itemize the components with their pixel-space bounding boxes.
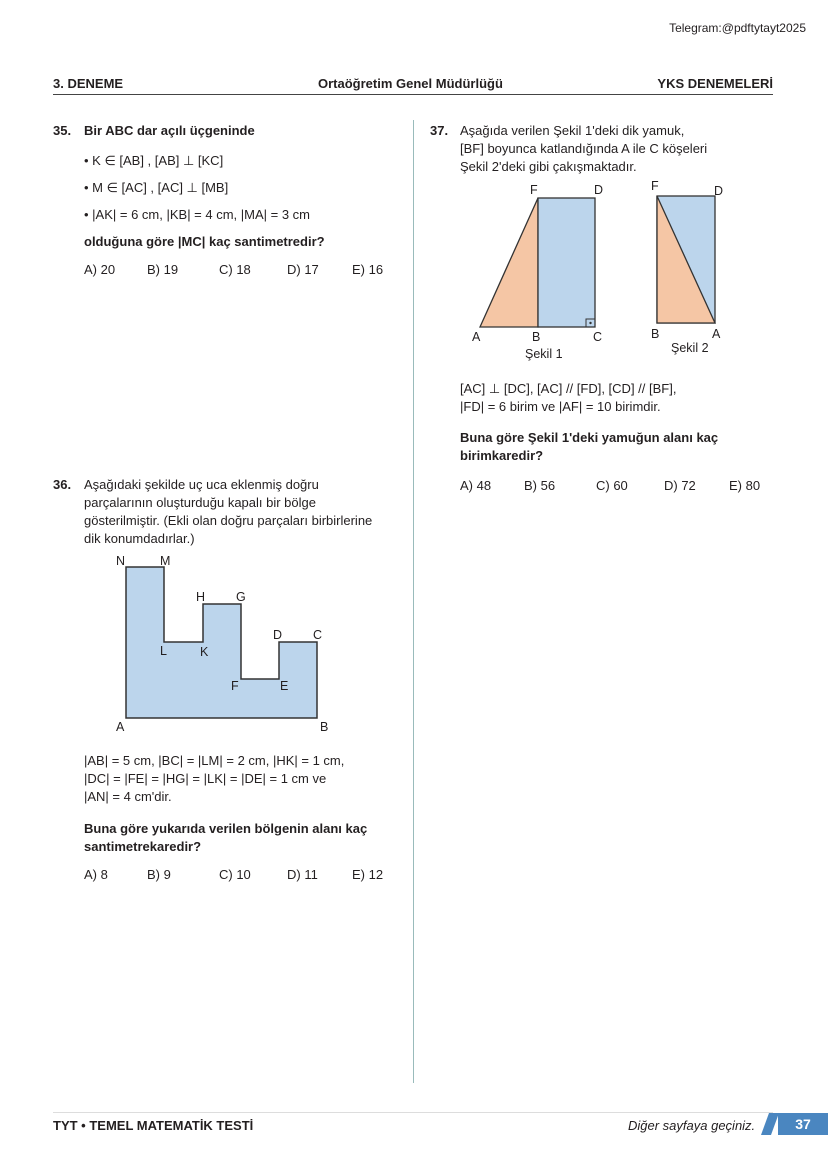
- label-c: C: [593, 330, 603, 344]
- staircase-region: [126, 567, 317, 718]
- option-d[interactable]: D) 11: [287, 867, 318, 882]
- label-a: A: [712, 327, 721, 341]
- stem-line: Aşağıdaki şekilde uç uca eklenmiş doğru: [84, 477, 319, 492]
- stem-line: dik konumdadırlar.): [84, 531, 195, 546]
- stem-line: [BF] boyunca katlandığında A ile C köşeleri: [460, 141, 708, 156]
- option-b[interactable]: B) 56: [524, 478, 556, 493]
- figure-q37-sekil-2: [651, 179, 723, 355]
- question-prompt: Buna göre Şekil 1'deki yamuğun alanı kaç: [460, 430, 719, 445]
- label-n: N: [116, 554, 126, 568]
- question-prompt: santimetrekaredir?: [84, 839, 202, 854]
- given-line: |DC| = |FE| = |HG| = |LK| = |DE| = 1 cm ve: [84, 771, 327, 786]
- option-a[interactable]: A) 20: [84, 262, 116, 277]
- question-prompt: olduğuna göre |MC| kaç santimetredir?: [84, 234, 325, 249]
- condition: • K ∈ [AB] , [AB] ⊥ [KC]: [84, 153, 224, 168]
- telegram-handle: Telegram:@pdftytayt2025: [669, 21, 806, 35]
- option-d[interactable]: D) 72: [664, 478, 696, 493]
- condition: • M ∈ [AC] , [AC] ⊥ [MB]: [84, 180, 229, 195]
- option-d[interactable]: D) 17: [287, 262, 319, 277]
- header-right: YKS DENEMELERİ: [657, 76, 773, 91]
- option-c[interactable]: C) 18: [219, 262, 251, 277]
- option-b[interactable]: B) 19: [147, 262, 179, 277]
- figure-q37-sekil-1: [472, 183, 603, 361]
- label-f: F: [530, 183, 538, 197]
- label-b: B: [532, 330, 541, 344]
- option-b[interactable]: B) 9: [147, 867, 171, 882]
- label-d: D: [594, 183, 604, 197]
- label-m: M: [160, 554, 171, 568]
- footer-test-name: TYT • TEMEL MATEMATİK TESTİ: [53, 1118, 254, 1133]
- given-line: |FD| = 6 birim ve |AF| = 10 birimdir.: [460, 399, 661, 414]
- label-d: D: [273, 628, 283, 642]
- label-a: A: [116, 720, 125, 734]
- option-e[interactable]: E) 80: [729, 478, 761, 493]
- label-e: E: [280, 679, 289, 693]
- option-c[interactable]: C) 60: [596, 478, 628, 493]
- option-e[interactable]: E) 12: [352, 867, 384, 882]
- label-g: G: [236, 590, 246, 604]
- header-center: Ortaöğretim Genel Müdürlüğü: [318, 76, 503, 91]
- label-f: F: [651, 179, 659, 193]
- stem-line: parçalarının oluşturduğu kapalı bir bölge: [84, 495, 316, 510]
- given-line: [AC] ⊥ [DC], [AC] // [FD], [CD] // [BF],: [460, 381, 677, 396]
- option-e[interactable]: E) 16: [352, 262, 384, 277]
- label-k: K: [200, 645, 209, 659]
- footer-next-page: Diğer sayfaya geçiniz.: [628, 1118, 756, 1133]
- label-b: B: [320, 720, 329, 734]
- given-line: |AB| = 5 cm, |BC| = |LM| = 2 cm, |HK| = 1 cm,: [84, 753, 345, 768]
- stem-line: gösterilmiştir. (Ekli olan doğru parçaları birbirlerine: [84, 513, 373, 528]
- stem-line: Şekil 2'deki gibi çakışmaktadır.: [460, 159, 637, 174]
- condition: • |AK| = 6 cm, |KB| = 4 cm, |MA| = 3 cm: [84, 207, 311, 222]
- question-number: 37.: [430, 123, 449, 138]
- question-prompt: birimkaredir?: [460, 448, 544, 463]
- label-l: L: [160, 644, 167, 658]
- question-stem: Bir ABC dar açılı üçgeninde: [84, 123, 255, 138]
- figure-q36-region: [116, 554, 328, 734]
- question-number: 35.: [53, 123, 72, 138]
- option-c[interactable]: C) 10: [219, 867, 251, 882]
- rectangle-bcdf: [538, 198, 595, 327]
- page-number: 37: [778, 1113, 828, 1135]
- label-h: H: [196, 590, 206, 604]
- footer-rule: [53, 1112, 773, 1113]
- caption: Şekil 1: [525, 347, 563, 361]
- label-b: B: [651, 327, 660, 341]
- option-a[interactable]: A) 48: [460, 478, 492, 493]
- header-left: 3. DENEME: [53, 76, 124, 91]
- label-a: A: [472, 330, 481, 344]
- caption: Şekil 2: [671, 341, 709, 355]
- stem-line: Aşağıda verilen Şekil 1'deki dik yamuk,: [460, 123, 685, 138]
- option-a[interactable]: A) 8: [84, 867, 108, 882]
- label-f: F: [231, 679, 239, 693]
- label-d: D: [714, 184, 724, 198]
- given-line: |AN| = 4 cm'dir.: [84, 789, 172, 804]
- label-c: C: [313, 628, 323, 642]
- triangle-abf: [480, 198, 538, 327]
- question-prompt: Buna göre yukarıda verilen bölgenin alanı kaç: [84, 821, 368, 836]
- question-number: 36.: [53, 477, 72, 492]
